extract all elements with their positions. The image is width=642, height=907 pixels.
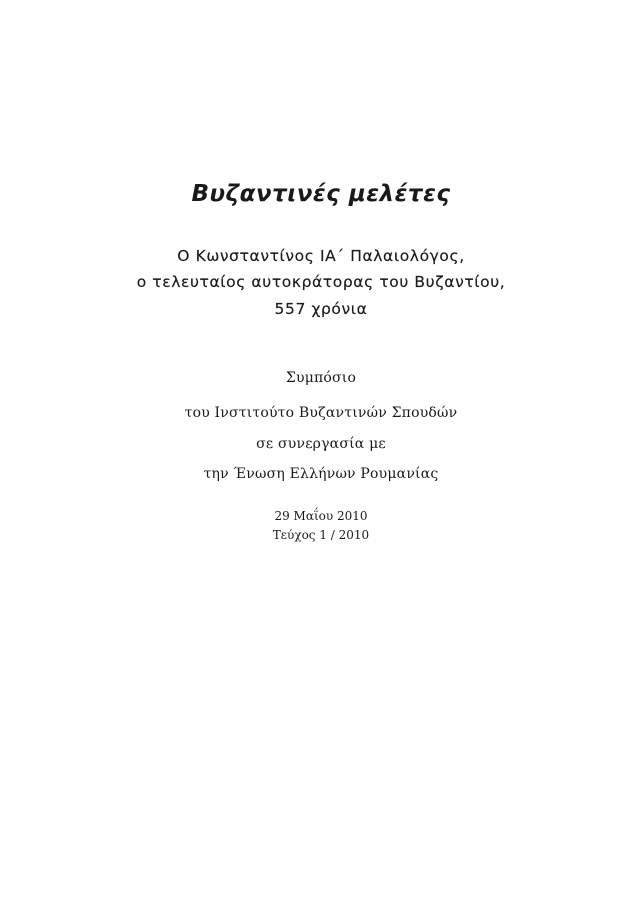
event-date: 29 Μαΐου 2010: [274, 509, 368, 523]
main-title-line-2: ο τελευταίος αυτοκράτορας του Βυζαντίου,: [136, 273, 506, 291]
event-partner: την Ένωση Ελλήνων Ρουμανίας: [203, 466, 439, 482]
event-label: Συμπόσιο: [285, 370, 357, 386]
issue-number: Τεύχος 1 / 2010: [272, 528, 370, 542]
event-collaboration: σε συνεργασία με: [256, 436, 386, 452]
main-title-line-3: 557 χρόνια: [274, 300, 368, 318]
series-title: Βυζαντινές μελέτες: [191, 181, 451, 207]
event-organizer: του Ινστιτούτο Βυζαντινών Σπουδών: [184, 405, 458, 421]
main-title-line-1: Ο Κωνσταντίνος ΙΑ΄ Παλαιολόγος,: [177, 247, 465, 265]
